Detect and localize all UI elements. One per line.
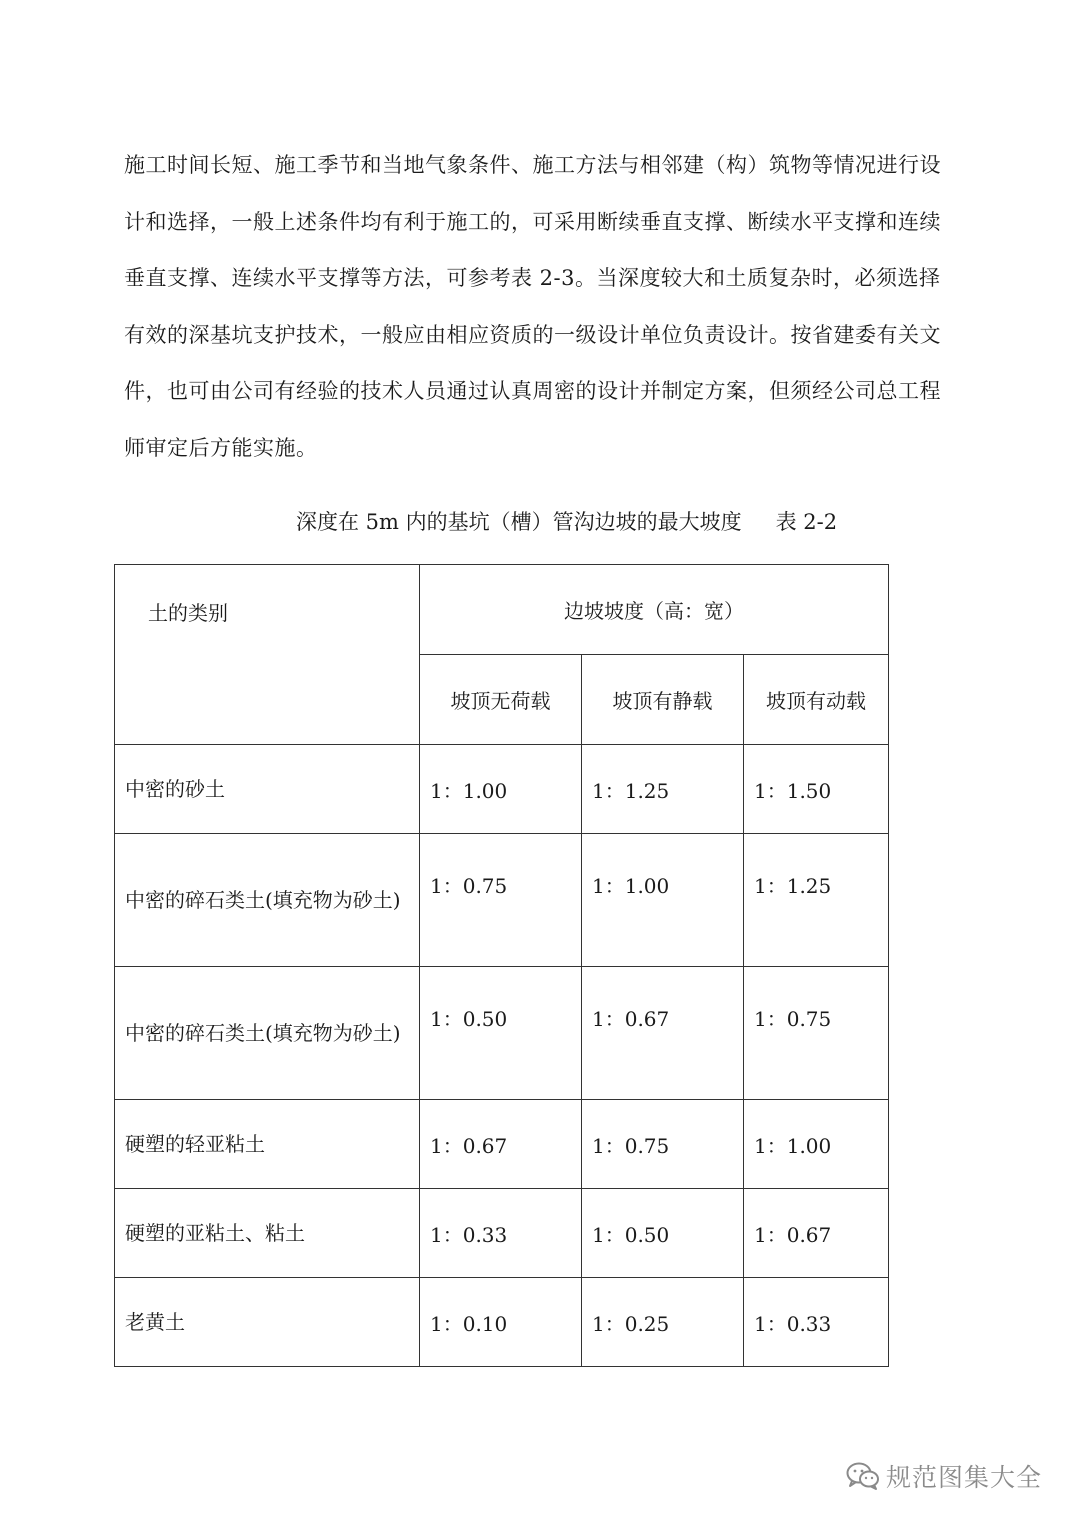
value-cell: 1：0.67 [582, 967, 744, 1100]
table-row [115, 1100, 889, 1189]
value-cell: 1：0.50 [582, 1189, 744, 1278]
paragraph-line: 有效的深基坑支护技术，一般应由相应资质的一级设计单位负责设计。按省建委有关文 [124, 322, 941, 347]
value-cell: 1：1.25 [744, 834, 889, 967]
table-row [115, 1278, 889, 1367]
value-cell: 1：0.10 [420, 1278, 582, 1367]
value-cell: 1：0.67 [744, 1189, 889, 1278]
table-caption-title: 深度在 5m 内的基坑（槽）管沟边坡的最大坡度 [296, 510, 742, 534]
value-cell: 1：0.75 [420, 834, 582, 967]
paragraph-line: 师审定后方能实施。 [124, 435, 318, 460]
value-cell: 1：0.25 [582, 1278, 744, 1367]
watermark-text: 规范图集大全 [886, 1463, 1043, 1492]
paragraph-line: 垂直支撑、连续水平支撑等方法，可参考表 2-3。当深度较大和土质复杂时，必须选择 [124, 266, 941, 290]
body-paragraph [124, 137, 959, 476]
value-cell: 1：1.00 [582, 834, 744, 967]
header-static-load: 坡顶有静载 [582, 655, 744, 745]
value-cell: 1：0.33 [744, 1278, 889, 1367]
value-cell: 1：1.25 [582, 745, 744, 834]
value-cell: 1：0.75 [744, 967, 889, 1100]
value-cell: 1：1.00 [420, 745, 582, 834]
header-dynamic-load: 坡顶有动载 [744, 655, 889, 745]
paragraph-line: 施工时间长短、施工季节和当地气象条件、施工方法与相邻建（构）筑物等情况进行设 [124, 153, 941, 177]
table-caption [296, 506, 837, 536]
table-row [115, 834, 889, 967]
value-cell: 1：0.50 [420, 967, 582, 1100]
soil-cell: 老黄土 [115, 1278, 420, 1367]
soil-cell: 硬塑的亚粘土、粘土 [115, 1189, 420, 1278]
header-no-load: 坡顶无荷载 [420, 655, 582, 745]
soil-cell: 中密的砂土 [115, 745, 420, 834]
table-header-row [115, 565, 889, 655]
header-soil-type: 土的类别 [115, 565, 420, 745]
value-cell: 1：1.50 [744, 745, 889, 834]
soil-cell: 中密的碎石类土(填充物为砂土) [115, 834, 420, 967]
soil-cell: 中密的碎石类土(填充物为砂土) [115, 967, 420, 1100]
value-cell: 1：0.67 [420, 1100, 582, 1189]
table-row [115, 745, 889, 834]
header-slope-group: 边坡坡度（高：宽） [420, 565, 889, 655]
watermark [846, 1458, 1042, 1494]
table-row [115, 1189, 889, 1278]
wechat-icon [846, 1461, 880, 1491]
paragraph-line: 件，也可由公司有经验的技术人员通过认真周密的设计并制定方案，但须经公司总工程 [124, 379, 941, 403]
paragraph-line: 计和选择，一般上述条件均有利于施工的，可采用断续垂直支撑、断续水平支撑和连续 [124, 209, 941, 234]
value-cell: 1：0.33 [420, 1189, 582, 1278]
table-row [115, 967, 889, 1100]
value-cell: 1：0.75 [582, 1100, 744, 1189]
value-cell: 1：1.00 [744, 1100, 889, 1189]
soil-cell: 硬塑的轻亚粘土 [115, 1100, 420, 1189]
slope-table [114, 564, 889, 1367]
table-number: 表 2-2 [775, 510, 838, 534]
